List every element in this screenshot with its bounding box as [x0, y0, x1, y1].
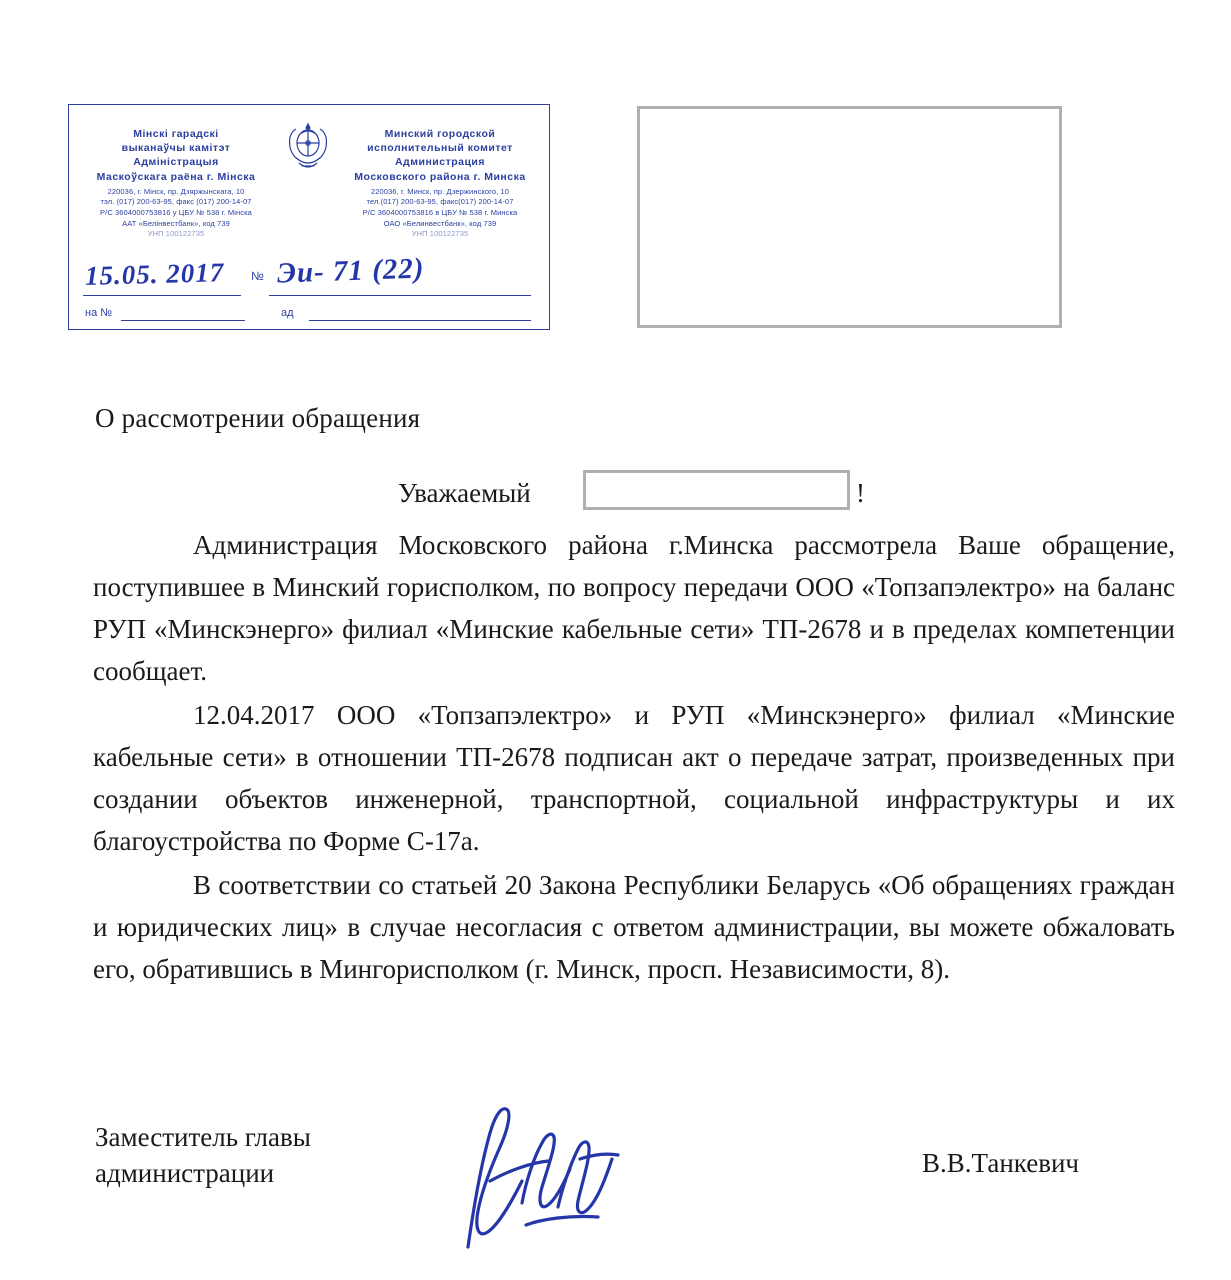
org-name-line: Адміністрацыя: [133, 156, 219, 169]
address-line: Р/С 3604000753816 в ЦБУ № 538 г. Минска: [362, 207, 518, 217]
signatory-name: В.В.Танкевич: [922, 1148, 1079, 1178]
letterhead-org-name-ru: [341, 127, 539, 184]
reply-date-label: ад: [281, 307, 294, 319]
letter-greeting: Уважаемый: [398, 478, 531, 508]
letterhead-block-russian: [341, 117, 539, 240]
letterhead-header: [69, 105, 549, 240]
letter-greeting-mark: !: [856, 478, 865, 508]
registration-number-handwritten: Эи- 71 (22): [276, 252, 425, 290]
address-line: ОАО «Белинвестбанк», код 739: [383, 218, 497, 228]
addressee-name-redaction-box: [583, 470, 850, 510]
registration-date-handwritten: 15.05. 2017: [84, 257, 225, 291]
letterhead-address-be: [77, 187, 275, 240]
org-name-line: Администрация: [394, 156, 486, 169]
signatory-title-line2: администрации: [95, 1158, 275, 1188]
address-line: 220036, г. Мінск, пр. Дзяржынскага, 10: [107, 186, 245, 196]
org-name-line: Минский городской: [384, 128, 496, 140]
address-line: УНП 100122735: [147, 229, 205, 239]
address-line: 220036, г. Минск, пр. Дзержинского, 10: [370, 186, 510, 196]
letter-paragraph: 12.04.2017 ООО «Топзапэлектро» и РУП «Минскэнерго» филиал «Минские кабельные сети» в отношении ТП-2678 подписан акт о передаче затрат, произведенных при создании объектов инженерной, транспортной, социальной инфраструктуры и их благоустройства по Форме С-17а.: [93, 700, 1175, 856]
letter-paragraph: Администрация Московского района г.Минска рассмотрела Ваше обращение, поступившее в Минский горисполком, по вопросу передачи ООО «Топзапэлектро» на баланс РУП «Минскэнерго» филиал «Минские кабельные сети» ТП-2678 и в пределах компетенции сообщает.: [93, 530, 1175, 686]
addressee-redaction-box: [637, 106, 1062, 328]
belarus-coat-of-arms-icon: [275, 117, 341, 175]
org-name-line: Московского района г. Минска: [354, 170, 526, 183]
address-line: тэл. (017) 200-63-95, факс (017) 200-14-07: [100, 197, 252, 207]
signatory-title-line1: Заместитель главы: [95, 1122, 311, 1152]
number-rule: [269, 295, 531, 296]
org-name-line: Мінскі гарадскі: [133, 128, 219, 140]
letterhead-org-name-be: [77, 127, 275, 184]
address-line: тел.(017) 200-63-95, факс(017) 200-14-07: [366, 197, 514, 207]
letterhead-address-ru: [341, 187, 539, 240]
address-line: УНП 100122735: [411, 229, 469, 239]
org-name-line: выканаўчы камітэт: [121, 142, 231, 155]
reply-date-rule: [309, 320, 531, 321]
org-name-line: Маскоўскага раёна г. Мінска: [96, 170, 256, 183]
handwritten-signature-icon: [430, 1085, 640, 1260]
address-line: Р/С 3604000753816 у ЦБУ № 538 г. Мінска: [100, 207, 252, 217]
signatory-title: [95, 1119, 311, 1191]
letterhead-stamp: [68, 104, 550, 330]
letterhead-registration-row: [69, 252, 549, 301]
address-line: ААТ «Белінвестбанк», код 739: [122, 218, 230, 228]
letterhead-reply-row: [69, 303, 549, 329]
letter-paragraph: В соответствии со статьей 20 Закона Республики Беларусь «Об обращениях граждан и юридических лиц» в случае несогласия с ответом администрации, вы можете обжаловать его, обратившись в Мингорисполком (г. Минск, просп. Независимости, 8).: [93, 870, 1175, 984]
letter-subject: О рассмотрении обращения: [95, 403, 421, 433]
date-rule: [83, 295, 241, 296]
registration-number-label: №: [251, 269, 264, 283]
letter-body: [93, 524, 1175, 990]
org-name-line: исполнительный комитет: [367, 142, 513, 155]
reply-ref-rule: [121, 320, 245, 321]
letterhead-block-belarusian: [77, 117, 275, 240]
reply-ref-label: на №: [85, 307, 113, 319]
